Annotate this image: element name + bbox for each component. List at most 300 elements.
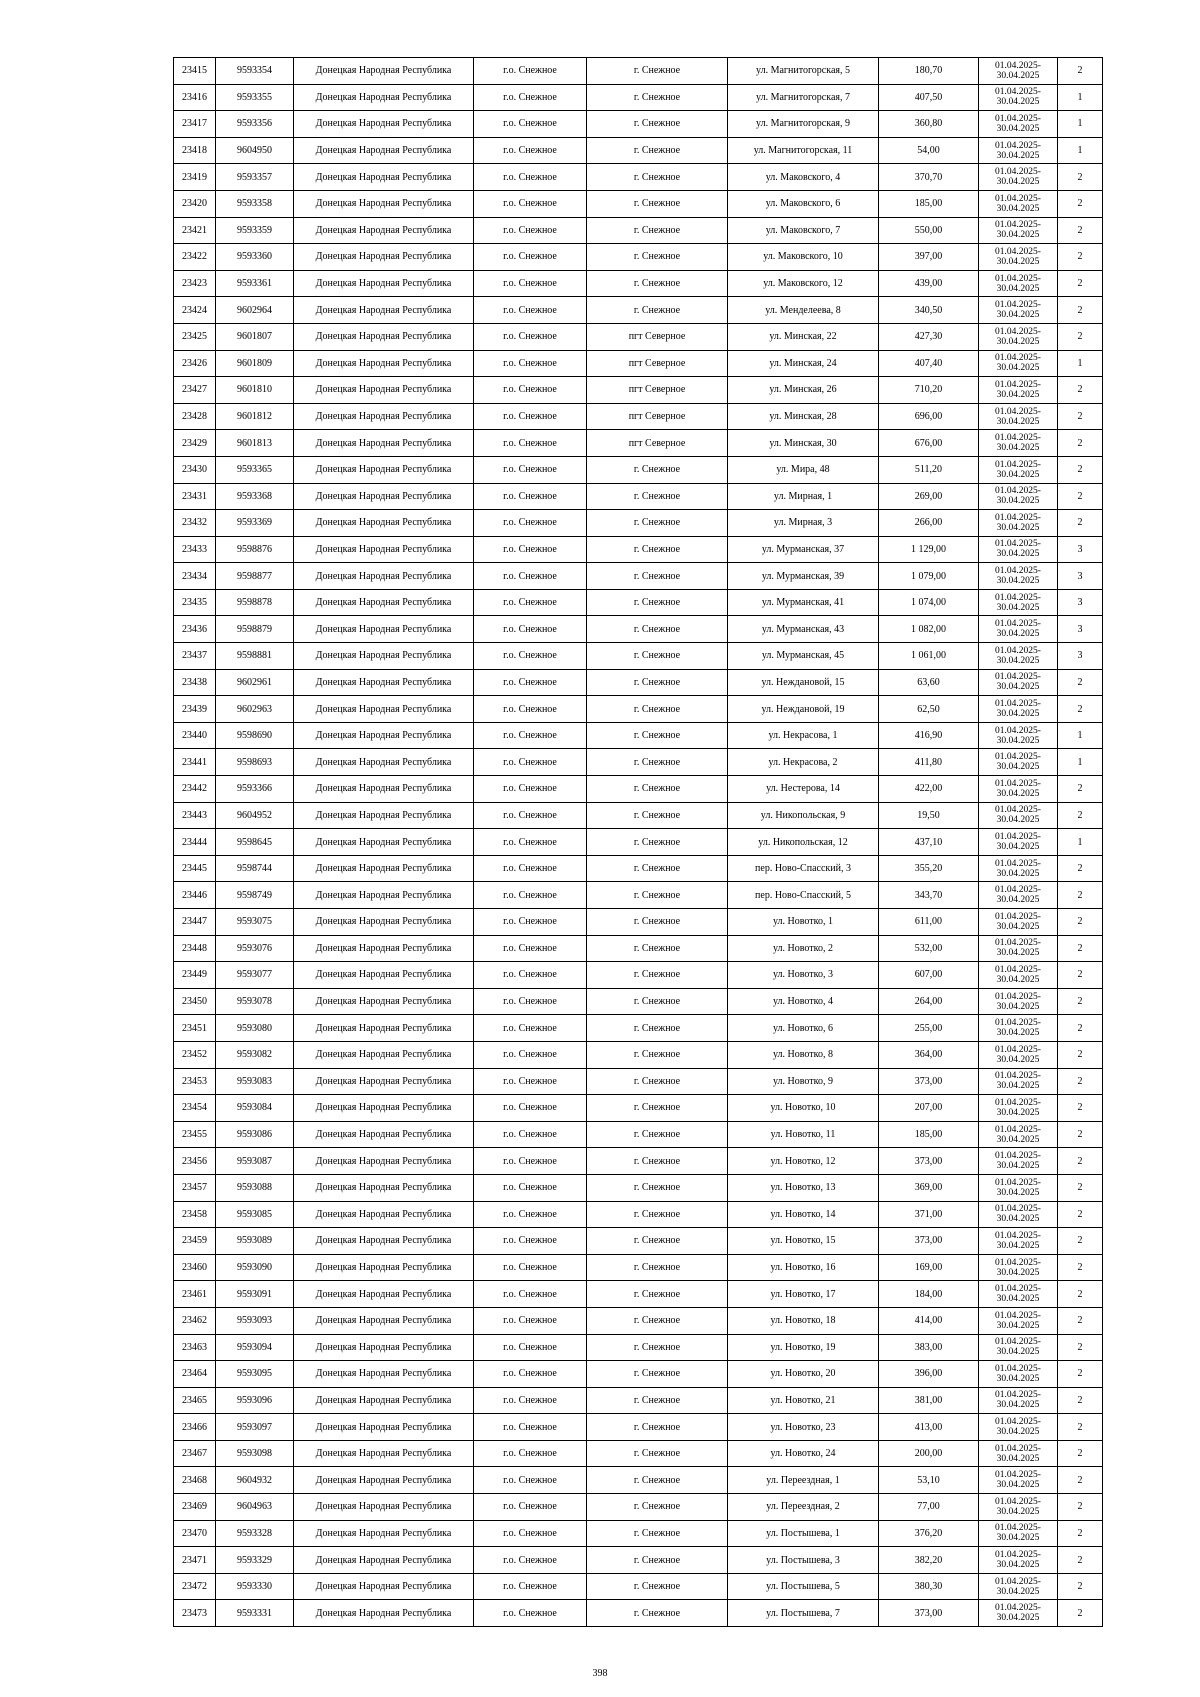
- period-cell: 01.04.2025-30.04.2025: [979, 536, 1058, 563]
- district-cell: г.о. Снежное: [474, 270, 587, 297]
- row-number-cell: 23452: [174, 1041, 216, 1068]
- district-cell: г.о. Снежное: [474, 1600, 587, 1627]
- address-cell: ул. Постышева, 5: [728, 1573, 879, 1600]
- table-row: [174, 1334, 1103, 1361]
- table-row: [174, 164, 1103, 191]
- settlement-cell: пгт Северное: [587, 323, 728, 350]
- region-cell: Донецкая Народная Республика: [294, 1467, 474, 1494]
- row-number-cell: 23453: [174, 1068, 216, 1095]
- row-number-cell: 23428: [174, 403, 216, 430]
- district-cell: г.о. Снежное: [474, 776, 587, 803]
- row-number-cell: 23449: [174, 962, 216, 989]
- period-cell: 01.04.2025-30.04.2025: [979, 1600, 1058, 1627]
- object-id-cell: 9593329: [216, 1547, 294, 1574]
- object-id-cell: 9602961: [216, 669, 294, 696]
- address-cell: ул. Минская, 22: [728, 323, 879, 350]
- row-number-cell: 23437: [174, 643, 216, 670]
- address-cell: ул. Переездная, 2: [728, 1494, 879, 1521]
- district-cell: г.о. Снежное: [474, 456, 587, 483]
- object-id-cell: 9593087: [216, 1148, 294, 1175]
- object-id-cell: 9601807: [216, 323, 294, 350]
- settlement-cell: г. Снежное: [587, 1254, 728, 1281]
- category-cell: 2: [1058, 962, 1103, 989]
- row-number-cell: 23431: [174, 483, 216, 510]
- period-cell: 01.04.2025-30.04.2025: [979, 1467, 1058, 1494]
- category-cell: 2: [1058, 1148, 1103, 1175]
- object-id-cell: 9593359: [216, 217, 294, 244]
- area-cell: 1 129,00: [879, 536, 979, 563]
- address-cell: ул. Постышева, 3: [728, 1547, 879, 1574]
- object-id-cell: 9593354: [216, 58, 294, 85]
- district-cell: г.о. Снежное: [474, 483, 587, 510]
- category-cell: 2: [1058, 217, 1103, 244]
- object-id-cell: 9593090: [216, 1254, 294, 1281]
- category-cell: 2: [1058, 1254, 1103, 1281]
- region-cell: Донецкая Народная Республика: [294, 722, 474, 749]
- category-cell: 2: [1058, 1573, 1103, 1600]
- period-cell: 01.04.2025-30.04.2025: [979, 1015, 1058, 1042]
- settlement-cell: г. Снежное: [587, 1387, 728, 1414]
- settlement-cell: г. Снежное: [587, 244, 728, 271]
- row-number-cell: 23442: [174, 776, 216, 803]
- district-cell: г.о. Снежное: [474, 1494, 587, 1521]
- period-cell: 01.04.2025-30.04.2025: [979, 829, 1058, 856]
- category-cell: 2: [1058, 1547, 1103, 1574]
- period-cell: 01.04.2025-30.04.2025: [979, 722, 1058, 749]
- period-cell: 01.04.2025-30.04.2025: [979, 58, 1058, 85]
- table-row: [174, 1547, 1103, 1574]
- area-cell: 411,80: [879, 749, 979, 776]
- settlement-cell: г. Снежное: [587, 669, 728, 696]
- settlement-cell: пгт Северное: [587, 403, 728, 430]
- table-row: [174, 1201, 1103, 1228]
- district-cell: г.о. Снежное: [474, 616, 587, 643]
- period-cell: 01.04.2025-30.04.2025: [979, 403, 1058, 430]
- region-cell: Донецкая Народная Республика: [294, 1148, 474, 1175]
- row-number-cell: 23419: [174, 164, 216, 191]
- period-cell: 01.04.2025-30.04.2025: [979, 589, 1058, 616]
- area-cell: 373,00: [879, 1228, 979, 1255]
- address-cell: ул. Новотко, 24: [728, 1440, 879, 1467]
- district-cell: г.о. Снежное: [474, 1281, 587, 1308]
- region-cell: Донецкая Народная Республика: [294, 111, 474, 138]
- region-cell: Донецкая Народная Республика: [294, 1095, 474, 1122]
- region-cell: Донецкая Народная Республика: [294, 988, 474, 1015]
- table-row: [174, 882, 1103, 909]
- settlement-cell: г. Снежное: [587, 696, 728, 723]
- table-row: [174, 84, 1103, 111]
- period-cell: 01.04.2025-30.04.2025: [979, 1307, 1058, 1334]
- area-cell: 369,00: [879, 1174, 979, 1201]
- row-number-cell: 23415: [174, 58, 216, 85]
- object-id-cell: 9602964: [216, 297, 294, 324]
- object-id-cell: 9598881: [216, 643, 294, 670]
- table-row: [174, 1414, 1103, 1441]
- settlement-cell: г. Снежное: [587, 297, 728, 324]
- area-cell: 255,00: [879, 1015, 979, 1042]
- category-cell: 2: [1058, 1095, 1103, 1122]
- district-cell: г.о. Снежное: [474, 855, 587, 882]
- settlement-cell: г. Снежное: [587, 1095, 728, 1122]
- address-cell: ул. Неждановой, 15: [728, 669, 879, 696]
- area-cell: 343,70: [879, 882, 979, 909]
- category-cell: 2: [1058, 1174, 1103, 1201]
- category-cell: 2: [1058, 164, 1103, 191]
- period-cell: 01.04.2025-30.04.2025: [979, 1228, 1058, 1255]
- region-cell: Донецкая Народная Республика: [294, 643, 474, 670]
- area-cell: 611,00: [879, 909, 979, 936]
- object-id-cell: 9593330: [216, 1573, 294, 1600]
- settlement-cell: г. Снежное: [587, 988, 728, 1015]
- table-row: [174, 190, 1103, 217]
- category-cell: 2: [1058, 377, 1103, 404]
- address-cell: ул. Постышева, 1: [728, 1520, 879, 1547]
- category-cell: 2: [1058, 1068, 1103, 1095]
- row-number-cell: 23455: [174, 1121, 216, 1148]
- region-cell: Донецкая Народная Республика: [294, 802, 474, 829]
- table-row: [174, 855, 1103, 882]
- object-id-cell: 9593089: [216, 1228, 294, 1255]
- category-cell: 2: [1058, 1520, 1103, 1547]
- table-row: [174, 722, 1103, 749]
- district-cell: г.о. Снежное: [474, 1414, 587, 1441]
- district-cell: г.о. Снежное: [474, 696, 587, 723]
- period-cell: 01.04.2025-30.04.2025: [979, 855, 1058, 882]
- category-cell: 2: [1058, 483, 1103, 510]
- category-cell: 2: [1058, 1121, 1103, 1148]
- area-cell: 439,00: [879, 270, 979, 297]
- area-cell: 373,00: [879, 1600, 979, 1627]
- period-cell: 01.04.2025-30.04.2025: [979, 137, 1058, 164]
- district-cell: г.о. Снежное: [474, 802, 587, 829]
- object-id-cell: 9604952: [216, 802, 294, 829]
- settlement-cell: г. Снежное: [587, 270, 728, 297]
- object-id-cell: 9593085: [216, 1201, 294, 1228]
- table-row: [174, 669, 1103, 696]
- area-cell: 550,00: [879, 217, 979, 244]
- table-row: [174, 456, 1103, 483]
- object-id-cell: 9593361: [216, 270, 294, 297]
- region-cell: Донецкая Народная Республика: [294, 430, 474, 457]
- address-cell: ул. Мурманская, 41: [728, 589, 879, 616]
- table-row: [174, 643, 1103, 670]
- data-table: [173, 57, 1103, 1627]
- area-cell: 169,00: [879, 1254, 979, 1281]
- area-cell: 396,00: [879, 1361, 979, 1388]
- period-cell: 01.04.2025-30.04.2025: [979, 1121, 1058, 1148]
- district-cell: г.о. Снежное: [474, 829, 587, 856]
- category-cell: 2: [1058, 297, 1103, 324]
- district-cell: г.о. Снежное: [474, 244, 587, 271]
- region-cell: Донецкая Народная Республика: [294, 1440, 474, 1467]
- period-cell: 01.04.2025-30.04.2025: [979, 244, 1058, 271]
- period-cell: 01.04.2025-30.04.2025: [979, 217, 1058, 244]
- address-cell: ул. Минская, 30: [728, 430, 879, 457]
- district-cell: г.о. Снежное: [474, 1387, 587, 1414]
- area-cell: 407,50: [879, 84, 979, 111]
- region-cell: Донецкая Народная Республика: [294, 935, 474, 962]
- table-row: [174, 1148, 1103, 1175]
- category-cell: 2: [1058, 1201, 1103, 1228]
- region-cell: Донецкая Народная Республика: [294, 536, 474, 563]
- settlement-cell: пгт Северное: [587, 377, 728, 404]
- category-cell: 2: [1058, 1281, 1103, 1308]
- address-cell: ул. Магнитогорская, 11: [728, 137, 879, 164]
- settlement-cell: г. Снежное: [587, 589, 728, 616]
- address-cell: ул. Новотко, 9: [728, 1068, 879, 1095]
- category-cell: 2: [1058, 1600, 1103, 1627]
- category-cell: 2: [1058, 456, 1103, 483]
- table-row: [174, 988, 1103, 1015]
- region-cell: Донецкая Народная Республика: [294, 164, 474, 191]
- area-cell: 207,00: [879, 1095, 979, 1122]
- period-cell: 01.04.2025-30.04.2025: [979, 377, 1058, 404]
- table-row: [174, 935, 1103, 962]
- region-cell: Донецкая Народная Республика: [294, 1361, 474, 1388]
- settlement-cell: г. Снежное: [587, 58, 728, 85]
- category-cell: 1: [1058, 111, 1103, 138]
- table-row: [174, 1121, 1103, 1148]
- object-id-cell: 9593083: [216, 1068, 294, 1095]
- region-cell: Донецкая Народная Республика: [294, 350, 474, 377]
- settlement-cell: г. Снежное: [587, 1228, 728, 1255]
- row-number-cell: 23466: [174, 1414, 216, 1441]
- area-cell: 381,00: [879, 1387, 979, 1414]
- region-cell: Донецкая Народная Республика: [294, 1307, 474, 1334]
- category-cell: 2: [1058, 1307, 1103, 1334]
- category-cell: 2: [1058, 403, 1103, 430]
- region-cell: Донецкая Народная Республика: [294, 137, 474, 164]
- region-cell: Донецкая Народная Республика: [294, 84, 474, 111]
- category-cell: 1: [1058, 137, 1103, 164]
- area-cell: 370,70: [879, 164, 979, 191]
- period-cell: 01.04.2025-30.04.2025: [979, 111, 1058, 138]
- address-cell: пер. Ново-Спасский, 5: [728, 882, 879, 909]
- settlement-cell: пгт Северное: [587, 350, 728, 377]
- object-id-cell: 9593088: [216, 1174, 294, 1201]
- region-cell: Донецкая Народная Республика: [294, 1414, 474, 1441]
- table-row: [174, 802, 1103, 829]
- address-cell: пер. Ново-Спасский, 3: [728, 855, 879, 882]
- table-row: [174, 1041, 1103, 1068]
- settlement-cell: г. Снежное: [587, 1068, 728, 1095]
- object-id-cell: 9602963: [216, 696, 294, 723]
- area-cell: 511,20: [879, 456, 979, 483]
- category-cell: 2: [1058, 1361, 1103, 1388]
- address-cell: ул. Мирная, 3: [728, 510, 879, 537]
- address-cell: ул. Маковского, 7: [728, 217, 879, 244]
- category-cell: 2: [1058, 855, 1103, 882]
- object-id-cell: 9598878: [216, 589, 294, 616]
- object-id-cell: 9593097: [216, 1414, 294, 1441]
- district-cell: г.о. Снежное: [474, 1361, 587, 1388]
- district-cell: г.о. Снежное: [474, 643, 587, 670]
- region-cell: Донецкая Народная Республика: [294, 58, 474, 85]
- period-cell: 01.04.2025-30.04.2025: [979, 190, 1058, 217]
- area-cell: 19,50: [879, 802, 979, 829]
- row-number-cell: 23446: [174, 882, 216, 909]
- area-cell: 373,00: [879, 1068, 979, 1095]
- period-cell: 01.04.2025-30.04.2025: [979, 1573, 1058, 1600]
- area-cell: 266,00: [879, 510, 979, 537]
- category-cell: 2: [1058, 882, 1103, 909]
- row-number-cell: 23421: [174, 217, 216, 244]
- object-id-cell: 9598744: [216, 855, 294, 882]
- period-cell: 01.04.2025-30.04.2025: [979, 802, 1058, 829]
- row-number-cell: 23461: [174, 1281, 216, 1308]
- district-cell: г.о. Снежное: [474, 722, 587, 749]
- settlement-cell: г. Снежное: [587, 776, 728, 803]
- table-row: [174, 58, 1103, 85]
- settlement-cell: г. Снежное: [587, 1440, 728, 1467]
- district-cell: г.о. Снежное: [474, 84, 587, 111]
- row-number-cell: 23465: [174, 1387, 216, 1414]
- district-cell: г.о. Снежное: [474, 563, 587, 590]
- table-row: [174, 111, 1103, 138]
- region-cell: Донецкая Народная Республика: [294, 1121, 474, 1148]
- settlement-cell: г. Снежное: [587, 536, 728, 563]
- district-cell: г.о. Снежное: [474, 164, 587, 191]
- row-number-cell: 23472: [174, 1573, 216, 1600]
- object-id-cell: 9593365: [216, 456, 294, 483]
- area-cell: 54,00: [879, 137, 979, 164]
- object-id-cell: 9604950: [216, 137, 294, 164]
- settlement-cell: г. Снежное: [587, 1467, 728, 1494]
- category-cell: 1: [1058, 84, 1103, 111]
- period-cell: 01.04.2025-30.04.2025: [979, 456, 1058, 483]
- address-cell: ул. Некрасова, 2: [728, 749, 879, 776]
- settlement-cell: г. Снежное: [587, 217, 728, 244]
- table-row: [174, 297, 1103, 324]
- object-id-cell: 9593082: [216, 1041, 294, 1068]
- category-cell: 2: [1058, 244, 1103, 271]
- row-number-cell: 23420: [174, 190, 216, 217]
- region-cell: Донецкая Народная Республика: [294, 829, 474, 856]
- area-cell: 269,00: [879, 483, 979, 510]
- object-id-cell: 9601810: [216, 377, 294, 404]
- settlement-cell: г. Снежное: [587, 1041, 728, 1068]
- address-cell: ул. Нестерова, 14: [728, 776, 879, 803]
- district-cell: г.о. Снежное: [474, 1307, 587, 1334]
- category-cell: 2: [1058, 1467, 1103, 1494]
- area-cell: 1 074,00: [879, 589, 979, 616]
- region-cell: Донецкая Народная Республика: [294, 456, 474, 483]
- row-number-cell: 23416: [174, 84, 216, 111]
- category-cell: 2: [1058, 430, 1103, 457]
- category-cell: 2: [1058, 58, 1103, 85]
- category-cell: 2: [1058, 1015, 1103, 1042]
- page-number: 398: [592, 1668, 608, 1679]
- period-cell: 01.04.2025-30.04.2025: [979, 749, 1058, 776]
- district-cell: г.о. Снежное: [474, 1547, 587, 1574]
- address-cell: ул. Новотко, 12: [728, 1148, 879, 1175]
- settlement-cell: г. Снежное: [587, 84, 728, 111]
- district-cell: г.о. Снежное: [474, 1041, 587, 1068]
- settlement-cell: г. Снежное: [587, 1520, 728, 1547]
- address-cell: ул. Маковского, 6: [728, 190, 879, 217]
- row-number-cell: 23433: [174, 536, 216, 563]
- row-number-cell: 23424: [174, 297, 216, 324]
- region-cell: Донецкая Народная Республика: [294, 510, 474, 537]
- table-row: [174, 829, 1103, 856]
- settlement-cell: г. Снежное: [587, 1148, 728, 1175]
- category-cell: 3: [1058, 563, 1103, 590]
- object-id-cell: 9593096: [216, 1387, 294, 1414]
- settlement-cell: г. Снежное: [587, 962, 728, 989]
- area-cell: 380,30: [879, 1573, 979, 1600]
- category-cell: 2: [1058, 935, 1103, 962]
- row-number-cell: 23440: [174, 722, 216, 749]
- table-row: [174, 962, 1103, 989]
- object-id-cell: 9593094: [216, 1334, 294, 1361]
- row-number-cell: 23464: [174, 1361, 216, 1388]
- period-cell: 01.04.2025-30.04.2025: [979, 1440, 1058, 1467]
- region-cell: Донецкая Народная Республика: [294, 1547, 474, 1574]
- region-cell: Донецкая Народная Республика: [294, 270, 474, 297]
- address-cell: ул. Новотко, 20: [728, 1361, 879, 1388]
- region-cell: Донецкая Народная Республика: [294, 483, 474, 510]
- district-cell: г.о. Снежное: [474, 217, 587, 244]
- region-cell: Донецкая Народная Республика: [294, 696, 474, 723]
- period-cell: 01.04.2025-30.04.2025: [979, 1520, 1058, 1547]
- row-number-cell: 23456: [174, 1148, 216, 1175]
- region-cell: Донецкая Народная Республика: [294, 377, 474, 404]
- area-cell: 53,10: [879, 1467, 979, 1494]
- region-cell: Донецкая Народная Республика: [294, 217, 474, 244]
- address-cell: ул. Новотко, 16: [728, 1254, 879, 1281]
- period-cell: 01.04.2025-30.04.2025: [979, 1174, 1058, 1201]
- settlement-cell: г. Снежное: [587, 483, 728, 510]
- address-cell: ул. Минская, 26: [728, 377, 879, 404]
- address-cell: ул. Маковского, 10: [728, 244, 879, 271]
- settlement-cell: пгт Северное: [587, 430, 728, 457]
- area-cell: 373,00: [879, 1148, 979, 1175]
- period-cell: 01.04.2025-30.04.2025: [979, 1334, 1058, 1361]
- period-cell: 01.04.2025-30.04.2025: [979, 988, 1058, 1015]
- period-cell: 01.04.2025-30.04.2025: [979, 1254, 1058, 1281]
- category-cell: 2: [1058, 190, 1103, 217]
- table-row: [174, 1361, 1103, 1388]
- district-cell: г.о. Снежное: [474, 430, 587, 457]
- table-row: [174, 696, 1103, 723]
- region-cell: Донецкая Народная Республика: [294, 1334, 474, 1361]
- address-cell: ул. Некрасова, 1: [728, 722, 879, 749]
- row-number-cell: 23459: [174, 1228, 216, 1255]
- table-row: [174, 510, 1103, 537]
- area-cell: 77,00: [879, 1494, 979, 1521]
- address-cell: ул. Мира, 48: [728, 456, 879, 483]
- category-cell: 2: [1058, 669, 1103, 696]
- row-number-cell: 23458: [174, 1201, 216, 1228]
- region-cell: Донецкая Народная Республика: [294, 882, 474, 909]
- table-row: [174, 323, 1103, 350]
- period-cell: 01.04.2025-30.04.2025: [979, 323, 1058, 350]
- region-cell: Донецкая Народная Республика: [294, 244, 474, 271]
- object-id-cell: 9598749: [216, 882, 294, 909]
- period-cell: 01.04.2025-30.04.2025: [979, 935, 1058, 962]
- area-cell: 397,00: [879, 244, 979, 271]
- period-cell: 01.04.2025-30.04.2025: [979, 1148, 1058, 1175]
- object-id-cell: 9593084: [216, 1095, 294, 1122]
- row-number-cell: 23448: [174, 935, 216, 962]
- address-cell: ул. Никопольская, 9: [728, 802, 879, 829]
- category-cell: 2: [1058, 1494, 1103, 1521]
- area-cell: 1 082,00: [879, 616, 979, 643]
- object-id-cell: 9593355: [216, 84, 294, 111]
- object-id-cell: 9593369: [216, 510, 294, 537]
- settlement-cell: г. Снежное: [587, 1281, 728, 1308]
- table-row: [174, 403, 1103, 430]
